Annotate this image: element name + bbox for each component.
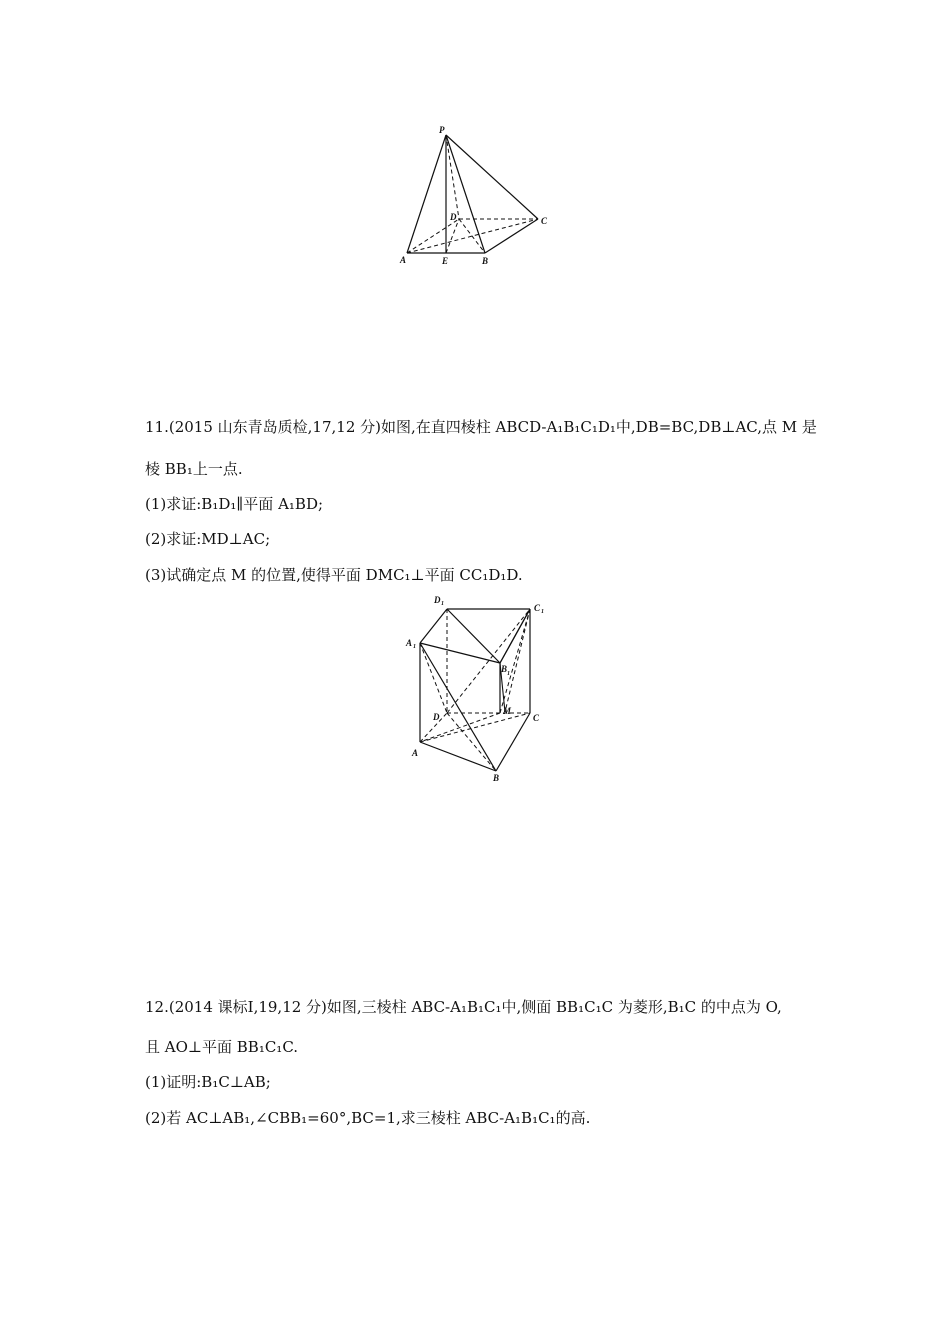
- label-C1-sub: 1: [541, 609, 544, 615]
- label-B1: B: [501, 664, 508, 674]
- label-C: C: [541, 216, 548, 226]
- label-D: D: [450, 212, 457, 222]
- problem11-question2: (2)求证:MD⊥AC;: [145, 530, 271, 548]
- label-A1-sub: 1: [413, 644, 416, 650]
- problem11-question3: (3)试确定点 M 的位置,使得平面 DMC₁⊥平面 CC₁D₁D.: [145, 566, 523, 584]
- problem12-question1: (1)证明:B₁C⊥AB;: [145, 1073, 271, 1091]
- label-D1-sub: 1: [441, 601, 444, 607]
- label-M: M: [503, 706, 512, 716]
- prism-figure: [400, 592, 560, 787]
- label-P: P: [439, 125, 445, 135]
- problem12-line2: 且 AO⊥平面 BB₁C₁C.: [145, 1038, 299, 1056]
- label-E: E: [442, 256, 449, 266]
- label-C: C: [533, 713, 540, 723]
- problem12-question2: (2)若 AC⊥AB₁,∠CBB₁=60°,BC=1,求三棱柱 ABC-A₁B₁C₁的高.: [145, 1109, 591, 1127]
- label-A1: A: [406, 638, 413, 648]
- label-D1: D: [434, 595, 441, 605]
- label-B: B: [482, 256, 489, 266]
- pyramid-figure: [395, 122, 555, 267]
- label-A: A: [412, 748, 419, 758]
- label-A: A: [400, 255, 407, 265]
- problem11-line1: 11.(2015 山东青岛质检,17,12 分)如图,在直四棱柱 ABCD-A₁B₁C₁D₁中,DB=BC,DB⊥AC,点 M 是: [145, 418, 817, 436]
- label-C1: C: [534, 603, 541, 613]
- label-B: B: [493, 773, 500, 783]
- problem11-line2: 棱 BB₁上一点.: [145, 460, 243, 478]
- problem11-question1: (1)求证:B₁D₁∥平面 A₁BD;: [145, 495, 324, 513]
- label-B1-sub: 1: [507, 671, 510, 677]
- problem12-line1: 12.(2014 课标Ⅰ,19,12 分)如图,三棱柱 ABC-A₁B₁C₁中,侧面 BB₁C₁C 为菱形,B₁C 的中点为 O,: [145, 998, 782, 1016]
- label-D: D: [433, 712, 440, 722]
